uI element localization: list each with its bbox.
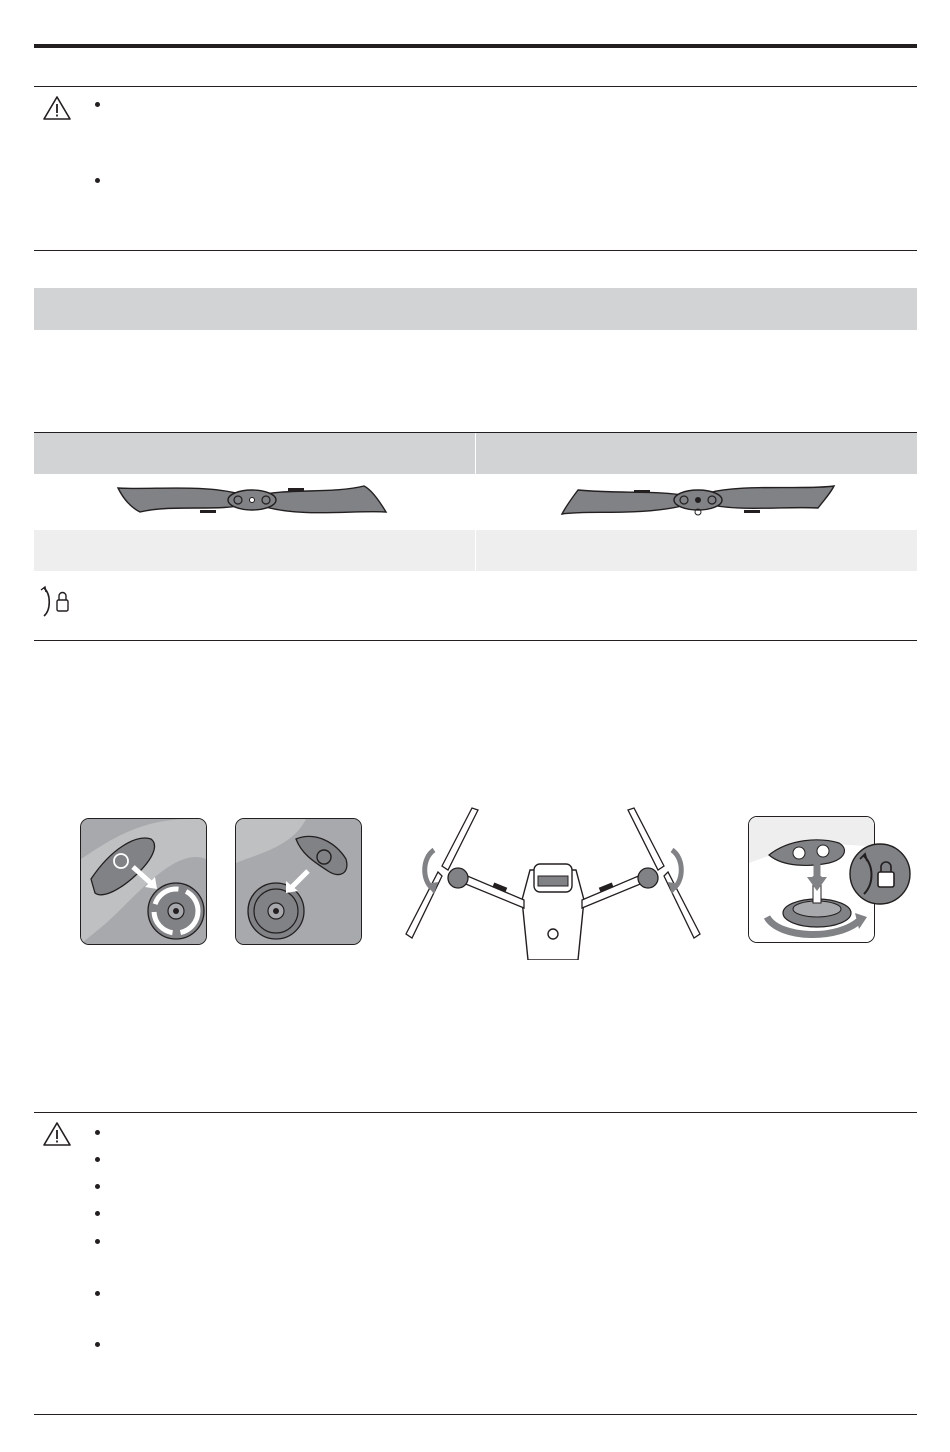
table-row-1-divider (475, 530, 476, 571)
propeller-image-right (558, 478, 838, 524)
warning-top-rule-upper (34, 86, 917, 87)
warning-triangle-icon (42, 1121, 72, 1147)
rotate-lock-icon (38, 584, 72, 620)
warning-triangle-icon (42, 95, 72, 121)
section-band (34, 288, 917, 330)
table-header-divider (475, 433, 476, 474)
warning-top-bullet-1 (95, 102, 100, 107)
warning-top-rule-lower (34, 250, 917, 251)
warning-bottom-rule-lower (34, 1414, 917, 1415)
warning-top-bullet-2 (95, 178, 100, 183)
warning-bottom-rule-upper (34, 1112, 917, 1113)
warning-bottom-bullet-1 (95, 1130, 100, 1135)
page-top-rule (34, 44, 917, 48)
rotate-lock-icon (848, 842, 912, 906)
propeller-mark-figure-2 (235, 818, 362, 945)
warning-bottom-bullet-6 (95, 1291, 100, 1296)
warning-bottom-bullet-4 (95, 1211, 100, 1216)
warning-bottom-bullet-3 (95, 1184, 100, 1189)
propeller-image-left (112, 478, 392, 524)
propeller-mark-figure-1 (80, 818, 207, 945)
table-bottom-rule (34, 640, 917, 641)
warning-bottom-bullet-7 (95, 1342, 100, 1347)
drone-propeller-figure (398, 800, 708, 960)
warning-bottom-bullet-2 (95, 1157, 100, 1162)
warning-bottom-bullet-5 (95, 1239, 100, 1244)
